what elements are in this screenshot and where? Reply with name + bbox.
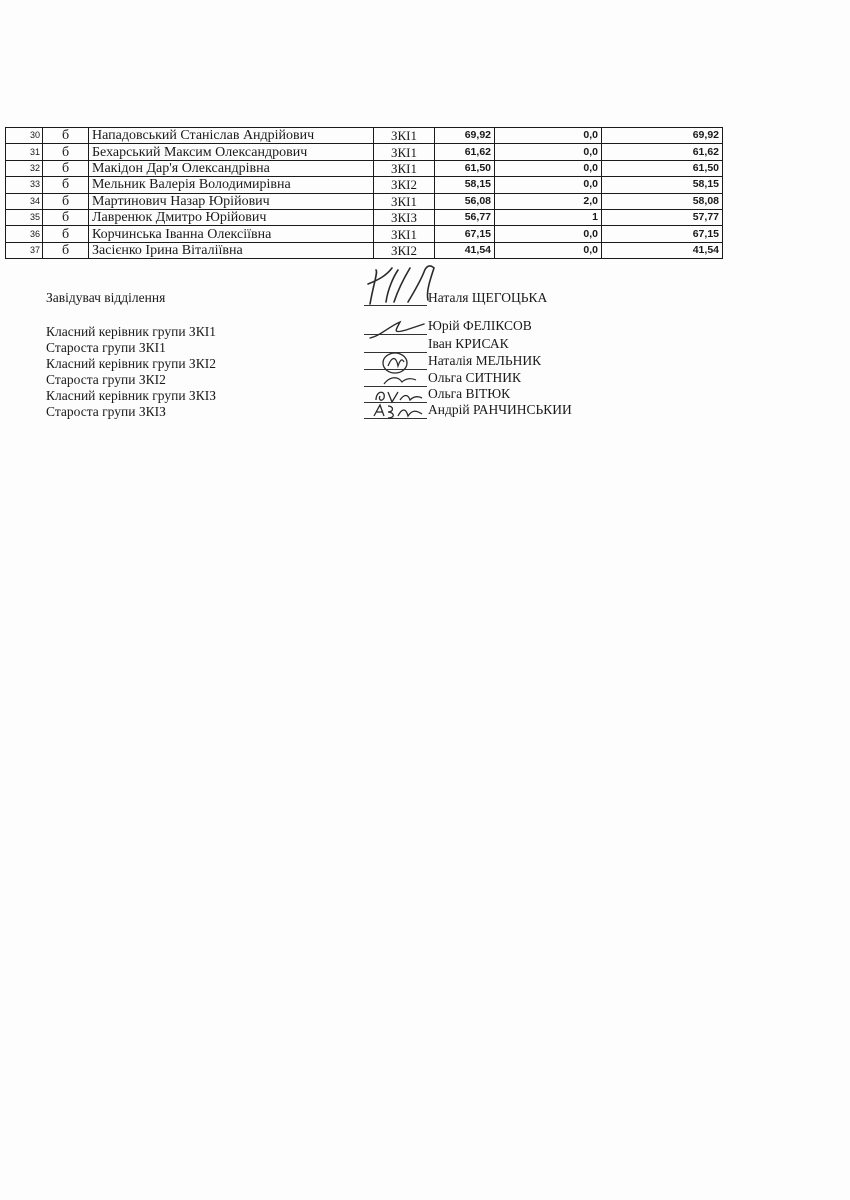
cell-v2: 0,0 — [495, 160, 602, 176]
cell-mark: б — [43, 144, 89, 160]
results-table — [5, 127, 723, 259]
cell-name: Засієнко Ірина Віталіївна — [89, 242, 374, 258]
table-row — [6, 160, 723, 176]
cell-mark: б — [43, 242, 89, 258]
signature-line — [364, 352, 427, 353]
cell-v2: 0,0 — [495, 242, 602, 258]
cell-name: Бехарський Максим Олександрович — [89, 144, 374, 160]
head-name: Наталя ЩЕГОЦЬКА — [428, 290, 548, 305]
cell-v3: 58,08 — [602, 193, 723, 209]
role-label: Класний керівник групи ЗКІЗ — [46, 388, 216, 403]
cell-mark: б — [43, 209, 89, 225]
table-row — [6, 193, 723, 209]
cell-v3: 58,15 — [602, 177, 723, 193]
cell-mark: б — [43, 160, 89, 176]
cell-v1: 58,15 — [435, 177, 495, 193]
head-role: Завідувач відділення — [46, 290, 166, 305]
table-row — [6, 177, 723, 193]
cell-v1: 67,15 — [435, 226, 495, 242]
signature-line — [364, 386, 427, 387]
cell-v1: 69,92 — [435, 128, 495, 144]
cell-v2: 2,0 — [495, 193, 602, 209]
cell-v1: 41,54 — [435, 242, 495, 258]
table-row — [6, 144, 723, 160]
cell-v3: 61,62 — [602, 144, 723, 160]
cell-group: ЗКІ1 — [374, 193, 435, 209]
table-row — [6, 128, 723, 144]
handwritten-signature-ranchynskyi — [370, 402, 426, 420]
signer-name: Наталія МЕЛЬНИК — [428, 353, 542, 368]
cell-num: 33 — [6, 177, 43, 193]
handwritten-signature-vitiuk — [372, 386, 426, 406]
cell-name: Лавренюк Дмитро Юрійович — [89, 209, 374, 225]
table-row — [6, 242, 723, 258]
handwritten-signature-sytnyk — [380, 372, 420, 388]
cell-num: 36 — [6, 226, 43, 242]
signer-name: Ольга СИТНИК — [428, 370, 522, 385]
handwritten-signature-felixov — [366, 318, 430, 342]
role-label: Староста групи ЗКІ1 — [46, 340, 166, 355]
signature-line — [364, 305, 427, 306]
signer-name: Юрій ФЕЛІКСОВ — [428, 318, 532, 333]
table-row — [6, 209, 723, 225]
cell-name: Корчинська Іванна Олексіївна — [89, 226, 374, 242]
cell-v3: 61,50 — [602, 160, 723, 176]
cell-group: ЗКІ2 — [374, 177, 435, 193]
cell-group: ЗКІ1 — [374, 226, 435, 242]
cell-v1: 61,50 — [435, 160, 495, 176]
signature-line — [364, 369, 427, 370]
cell-v1: 56,08 — [435, 193, 495, 209]
cell-v2: 0,0 — [495, 128, 602, 144]
cell-v3: 69,92 — [602, 128, 723, 144]
cell-v2: 0,0 — [495, 177, 602, 193]
signature-line — [364, 402, 427, 403]
cell-num: 35 — [6, 209, 43, 225]
cell-name: Мартинович Назар Юрійович — [89, 193, 374, 209]
role-label: Староста групи ЗКІ2 — [46, 372, 166, 387]
cell-v2: 1 — [495, 209, 602, 225]
signature-line — [364, 418, 427, 419]
cell-num: 30 — [6, 128, 43, 144]
cell-group: ЗКІ1 — [374, 144, 435, 160]
cell-v3: 41,54 — [602, 242, 723, 258]
cell-mark: б — [43, 226, 89, 242]
cell-mark: б — [43, 177, 89, 193]
cell-group: ЗКІ2 — [374, 242, 435, 258]
cell-v3: 57,77 — [602, 209, 723, 225]
cell-name: Макідон Дар'я Олександрівна — [89, 160, 374, 176]
handwritten-signature-melnyk — [378, 350, 412, 376]
cell-mark: б — [43, 128, 89, 144]
results-table-body — [6, 128, 723, 259]
cell-num: 37 — [6, 242, 43, 258]
cell-name: Мельник Валерія Володимирівна — [89, 177, 374, 193]
signer-name: Іван КРИСАК — [428, 336, 509, 351]
table-row — [6, 226, 723, 242]
cell-v1: 56,77 — [435, 209, 495, 225]
signer-name: Ольга ВІТЮК — [428, 386, 511, 401]
cell-num: 32 — [6, 160, 43, 176]
role-label: Староста групи ЗКІЗ — [46, 404, 166, 419]
role-label: Класний керівник групи ЗКІ2 — [46, 356, 216, 371]
signer-name: Андрій РАНЧИНСЬКИИ — [428, 402, 572, 417]
cell-v3: 67,15 — [602, 226, 723, 242]
cell-mark: б — [43, 193, 89, 209]
cell-v1: 61,62 — [435, 144, 495, 160]
cell-group: ЗКІЗ — [374, 209, 435, 225]
cell-v2: 0,0 — [495, 144, 602, 160]
cell-name: Нападовський Станіслав Андрійович — [89, 128, 374, 144]
cell-num: 31 — [6, 144, 43, 160]
cell-v2: 0,0 — [495, 226, 602, 242]
role-label: Класний керівник групи ЗКІ1 — [46, 324, 216, 339]
handwritten-signature-head — [364, 262, 444, 310]
cell-group: ЗКІ1 — [374, 128, 435, 144]
cell-group: ЗКІ1 — [374, 160, 435, 176]
signature-line — [364, 334, 427, 335]
cell-num: 34 — [6, 193, 43, 209]
